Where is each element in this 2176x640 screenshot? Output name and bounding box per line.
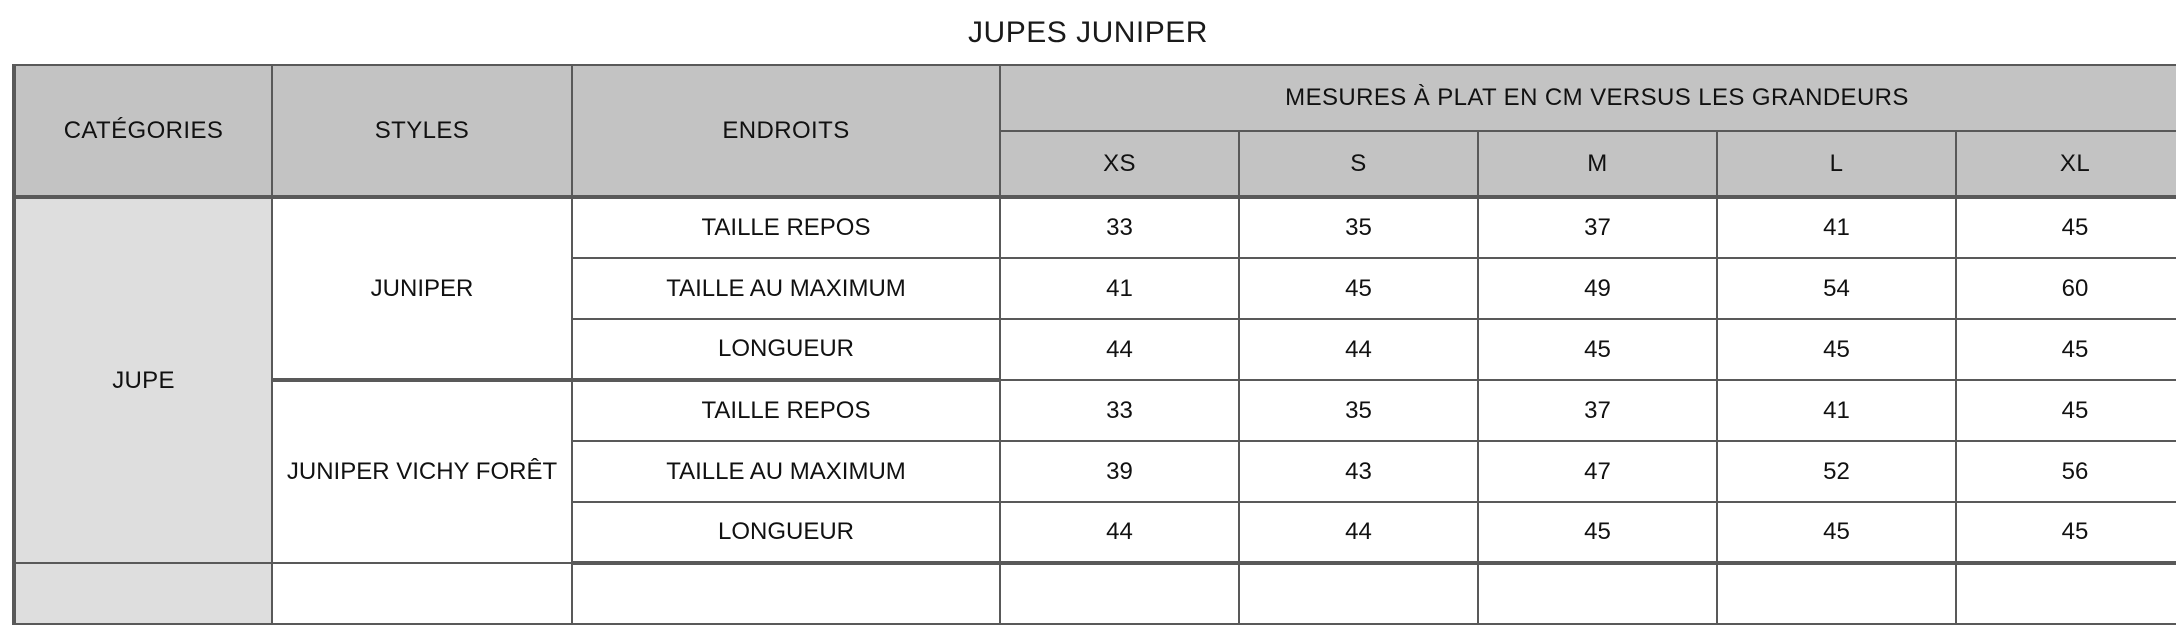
size-table — [12, 64, 2176, 625]
header-size-xs: XS — [1000, 131, 1239, 197]
category-cell-partial — [14, 563, 272, 624]
size-table-container — [0, 64, 2176, 625]
value-cell: 44 — [1000, 502, 1239, 563]
value-cell: 52 — [1717, 441, 1956, 502]
value-cell: 60 — [1956, 258, 2176, 319]
value-cell: 44 — [1000, 319, 1239, 380]
value-cell: 37 — [1478, 380, 1717, 441]
value-cell-partial — [1000, 563, 1239, 624]
place-cell: TAILLE REPOS — [572, 380, 1000, 441]
header-measures-group: MESURES À PLAT EN CM VERSUS LES GRANDEURS — [1000, 65, 2176, 131]
category-cell-jupe: JUPE — [14, 197, 272, 563]
place-cell: TAILLE AU MAXIMUM — [572, 258, 1000, 319]
place-cell: TAILLE REPOS — [572, 197, 1000, 258]
value-cell: 44 — [1239, 502, 1478, 563]
value-cell: 45 — [1956, 197, 2176, 258]
value-cell-partial — [1717, 563, 1956, 624]
value-cell: 41 — [1000, 258, 1239, 319]
header-size-l: L — [1717, 131, 1956, 197]
value-cell: 45 — [1956, 502, 2176, 563]
place-cell: LONGUEUR — [572, 502, 1000, 563]
value-cell: 45 — [1717, 502, 1956, 563]
value-cell: 45 — [1717, 319, 1956, 380]
value-cell: 45 — [1478, 319, 1717, 380]
value-cell: 43 — [1239, 441, 1478, 502]
place-cell: LONGUEUR — [572, 319, 1000, 380]
value-cell: 41 — [1717, 197, 1956, 258]
table-row — [14, 197, 2176, 258]
header-styles: STYLES — [272, 65, 572, 197]
table-row-partial — [14, 563, 2176, 624]
value-cell-partial — [1239, 563, 1478, 624]
header-size-m: M — [1478, 131, 1717, 197]
header-size-xl: XL — [1956, 131, 2176, 197]
page-title: JUPES JUNIPER — [968, 16, 1208, 49]
value-cell-partial — [1478, 563, 1717, 624]
header-size-s: S — [1239, 131, 1478, 197]
value-cell: 49 — [1478, 258, 1717, 319]
value-cell: 45 — [1478, 502, 1717, 563]
place-cell: TAILLE AU MAXIMUM — [572, 441, 1000, 502]
table-row — [14, 380, 2176, 441]
style-cell-juniper-vichy-foret: JUNIPER VICHY FORÊT — [272, 380, 572, 563]
header-categories: CATÉGORIES — [14, 65, 272, 197]
table-header-row-1 — [14, 65, 2176, 131]
place-cell-partial — [572, 563, 1000, 624]
value-cell: 56 — [1956, 441, 2176, 502]
value-cell: 54 — [1717, 258, 1956, 319]
header-places: ENDROITS — [572, 65, 1000, 197]
value-cell: 47 — [1478, 441, 1717, 502]
value-cell: 35 — [1239, 380, 1478, 441]
value-cell: 33 — [1000, 197, 1239, 258]
value-cell: 37 — [1478, 197, 1717, 258]
value-cell: 33 — [1000, 380, 1239, 441]
value-cell: 45 — [1956, 319, 2176, 380]
value-cell: 44 — [1239, 319, 1478, 380]
value-cell: 35 — [1239, 197, 1478, 258]
value-cell-partial — [1956, 563, 2176, 624]
value-cell: 45 — [1956, 380, 2176, 441]
style-cell-juniper: JUNIPER — [272, 197, 572, 380]
value-cell: 39 — [1000, 441, 1239, 502]
style-cell-partial — [272, 563, 572, 624]
value-cell: 41 — [1717, 380, 1956, 441]
value-cell: 45 — [1239, 258, 1478, 319]
